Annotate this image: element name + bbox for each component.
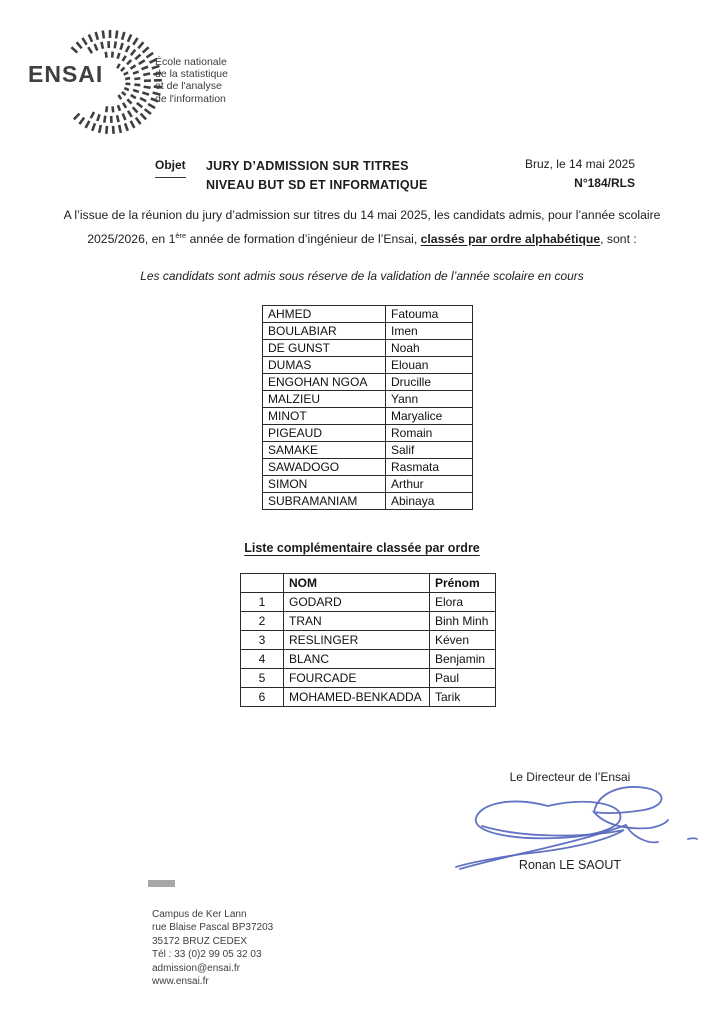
table-cell: Romain	[386, 425, 473, 442]
table-cell: Imen	[386, 323, 473, 340]
table-row	[263, 493, 473, 510]
table-cell: Drucille	[386, 374, 473, 391]
table-cell: Benjamin	[430, 650, 496, 669]
table-row	[263, 459, 473, 476]
table-cell: Paul	[430, 669, 496, 688]
ensai-logo-swirl-icon	[52, 27, 168, 137]
table-cell: 5	[241, 669, 284, 688]
table-cell: TRAN	[284, 612, 430, 631]
table-cell: Abinaya	[386, 493, 473, 510]
table-row	[263, 340, 473, 357]
column-header-prenom: Prénom	[430, 574, 496, 593]
reserve-note: Les candidats sont admis sous réserve de la validation de l’année scolaire en cours	[140, 269, 584, 283]
waitlist-table	[240, 573, 496, 707]
place-date: Bruz, le 14 mai 2025	[524, 157, 635, 171]
table-cell: Kéven	[430, 631, 496, 650]
footer-line: Tél : 33 (0)2 99 05 32 03	[152, 949, 262, 961]
table-cell: DUMAS	[263, 357, 386, 374]
table-cell: Noah	[386, 340, 473, 357]
table-row	[241, 650, 496, 669]
table-row	[263, 442, 473, 459]
table-cell: SIMON	[263, 476, 386, 493]
logo-name-line: École nationale	[155, 56, 227, 68]
waitlist-heading: Liste complémentaire classée par ordre	[244, 541, 480, 555]
table-cell: 1	[241, 593, 284, 612]
ensai-logo-name	[155, 56, 228, 105]
table-cell: FOURCADE	[284, 669, 430, 688]
table-cell: Rasmata	[386, 459, 473, 476]
admitted-candidates-table	[262, 305, 473, 510]
table-cell: Fatouma	[386, 306, 473, 323]
table-row	[241, 669, 496, 688]
date-reference-block	[420, 155, 635, 192]
table-cell: GODARD	[284, 593, 430, 612]
logo-name-line: et de l'analyse	[155, 80, 222, 93]
table-header-row	[241, 574, 496, 593]
intro-superscript: ère	[175, 230, 187, 240]
table-cell: AHMED	[263, 306, 386, 323]
intro-emphasis: classés par ordre alphabétique	[420, 231, 601, 246]
column-header-rank	[241, 574, 284, 593]
footer-line: 35172 BRUZ CEDEX	[152, 935, 248, 947]
ensai-logo-text: ENSAI	[28, 61, 104, 87]
table-cell: Maryalice	[386, 408, 473, 425]
table-row	[241, 612, 496, 631]
table-row	[263, 425, 473, 442]
table-cell: Elora	[430, 593, 496, 612]
table-cell: 3	[241, 631, 284, 650]
footer-line: Campus de Ker Lann	[152, 909, 247, 920]
table-cell: MOHAMED-BENKADDA	[284, 688, 430, 707]
table-row	[241, 593, 496, 612]
table-cell: MINOT	[263, 408, 386, 425]
table-row	[241, 688, 496, 707]
intro-text: A l’issue de la réunion du jury d’admission sur titres du 14 mai 2025, les candidats admis, pour l’année scolaire 2025/2026, en 1	[63, 208, 661, 246]
table-cell: BLANC	[284, 650, 430, 669]
table-cell: BOULABIAR	[263, 323, 386, 340]
table-cell: ENGOHAN NGOA	[263, 374, 386, 391]
objet-label: Objet	[155, 158, 186, 178]
table-row	[263, 408, 473, 425]
table-row	[263, 323, 473, 340]
table-row	[263, 357, 473, 374]
footer-website: www.ensai.fr	[152, 976, 209, 988]
table-cell: SUBRAMANIAM	[263, 493, 386, 510]
footer-line: rue Blaise Pascal BP37203	[152, 922, 274, 934]
table-cell: SAMAKE	[263, 442, 386, 459]
table-cell: 2	[241, 612, 284, 631]
table-cell: Salif	[386, 442, 473, 459]
subject-line-1: JURY D’ADMISSION SUR TITRES	[206, 159, 409, 173]
logo-name-line: de la statistique	[155, 68, 228, 81]
table-cell: MALZIEU	[263, 391, 386, 408]
table-cell: Yann	[386, 391, 473, 408]
table-cell: 6	[241, 688, 284, 707]
table-row	[263, 306, 473, 323]
table-cell: Tarik	[430, 688, 496, 707]
intro-text: année de formation d’ingénieur de l’Ensai,	[186, 231, 421, 246]
table-row	[241, 631, 496, 650]
table-cell: RESLINGER	[284, 631, 430, 650]
signatory-title: Le Directeur de l’Ensai	[509, 770, 631, 784]
table-row	[263, 374, 473, 391]
table-cell: Arthur	[386, 476, 473, 493]
table-cell: SAWADOGO	[263, 459, 386, 476]
table-row	[263, 476, 473, 493]
intro-text: , sont :	[600, 231, 637, 246]
table-cell: Elouan	[386, 357, 473, 374]
signatory-name: Ronan LE SAOUT	[518, 858, 622, 872]
table-cell: PIGEAUD	[263, 425, 386, 442]
table-cell: Binh Minh	[430, 612, 496, 631]
reference-number: N°184/RLS	[574, 175, 635, 190]
footer-divider	[148, 880, 175, 887]
table-cell: 4	[241, 650, 284, 669]
subject-line-2: NIVEAU BUT SD ET INFORMATIQUE	[206, 177, 428, 192]
table-row	[263, 391, 473, 408]
logo-name-line: de l'information	[155, 92, 226, 105]
footer-address	[152, 908, 273, 988]
intro-paragraph	[57, 206, 667, 249]
subject-title	[206, 157, 428, 194]
footer-email: admission@ensai.fr	[152, 962, 240, 974]
table-cell: DE GUNST	[263, 340, 386, 357]
column-header-nom: NOM	[284, 574, 430, 593]
